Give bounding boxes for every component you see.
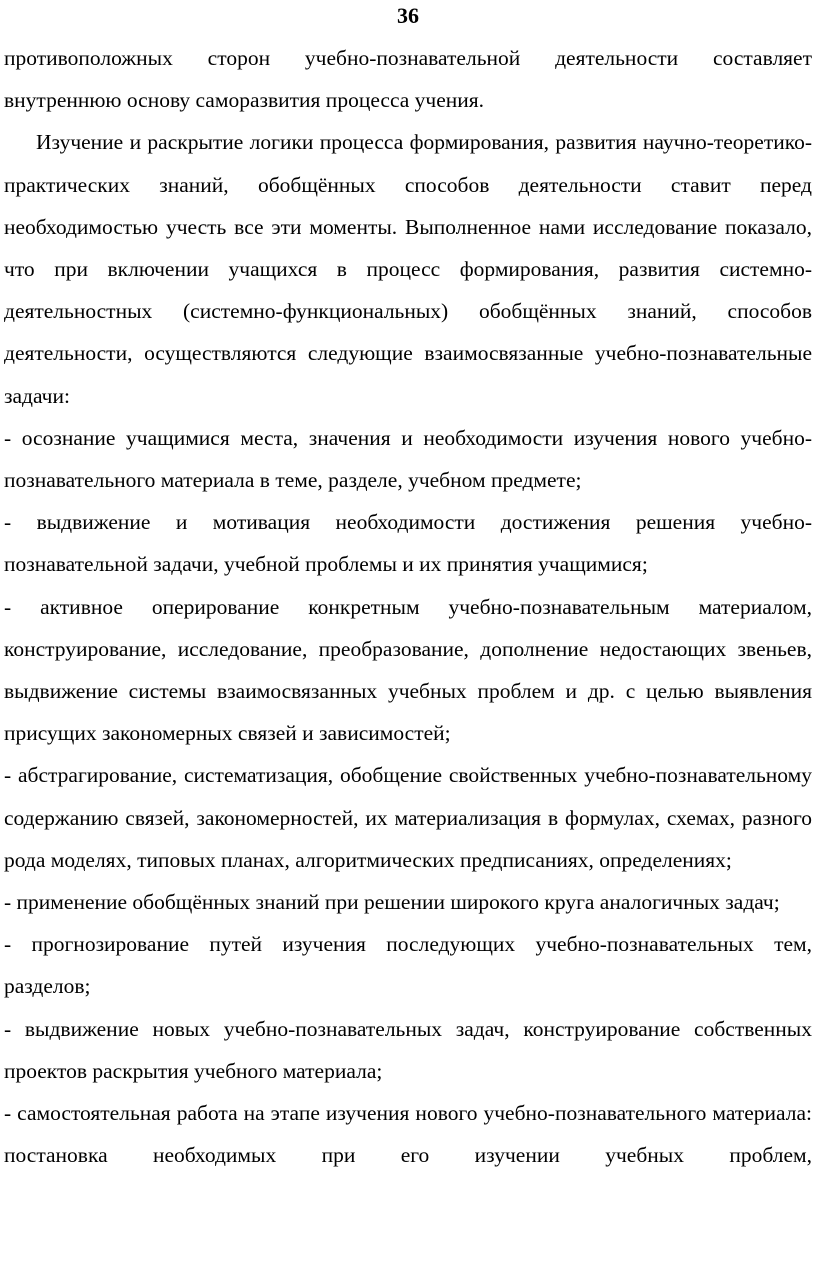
list-item-awareness: - осознание учащимися места, значения и необходимости изучения нового учебно-познавательного материала в теме, разделе, учебном предмете; — [4, 425, 812, 493]
list-item-abstraction: - абстрагирование, систематизация, обобщение свойственных учебно-познавательному содержанию связей, закономерностей, их материализация в формулах, схемах, разного рода моделях, типовых планах, алгоритмических предписаниях, определениях; — [4, 763, 812, 872]
list-item-forecasting: - прогнозирование путей изучения последующих учебно-познавательных тем, разделов; — [4, 932, 812, 999]
list-item-independent-work: - самостоятельная работа на этапе изучения нового учебно-познавательного материала: постановка необходимых при его изучении учебных проблем, — [4, 1101, 812, 1168]
document-body — [4, 37, 812, 1176]
list-item-application: - применение обобщённых знаний при решении широкого круга аналогичных задач; — [4, 890, 780, 915]
continuation-paragraph: противоположных сторон учебно-познавательной деятельности составляет внутреннюю основу саморазвития процесса учения. — [4, 46, 812, 113]
list-item-motivation: - выдвижение и мотивация необходимости достижения решения учебно-познавательной задачи, учебной проблемы и их принятия учащимися; — [4, 510, 812, 577]
list-item-operation: - активное оперирование конкретным учебно-познавательным материалом, конструирование, исследование, преобразование, дополнение недостающих звеньев, выдвижение системы взаимосвязанных учебных проблем и др. с целью выявления присущих закономерных связей и зависимостей; — [4, 594, 812, 746]
list-item-new-tasks: - выдвижение новых учебно-познавательных задач, конструирование собственных проектов раскрытия учебного материала; — [4, 1016, 812, 1083]
page-number: 36 — [397, 3, 419, 28]
main-paragraph: Изучение и раскрытие логики процесса формирования, развития научно-теоретико-практических знаний, обобщённых способов деятельности ставит перед необходимостью учесть все эти моменты. Выполненное нами исследование показало, что при включении учащихся в процесс формирования, развития системно-деятельностных (системно-функциональных) обобщённых знаний, способов деятельности, осуществляются следующие взаимосвязанные учебно-познавательные задачи: — [4, 130, 812, 408]
